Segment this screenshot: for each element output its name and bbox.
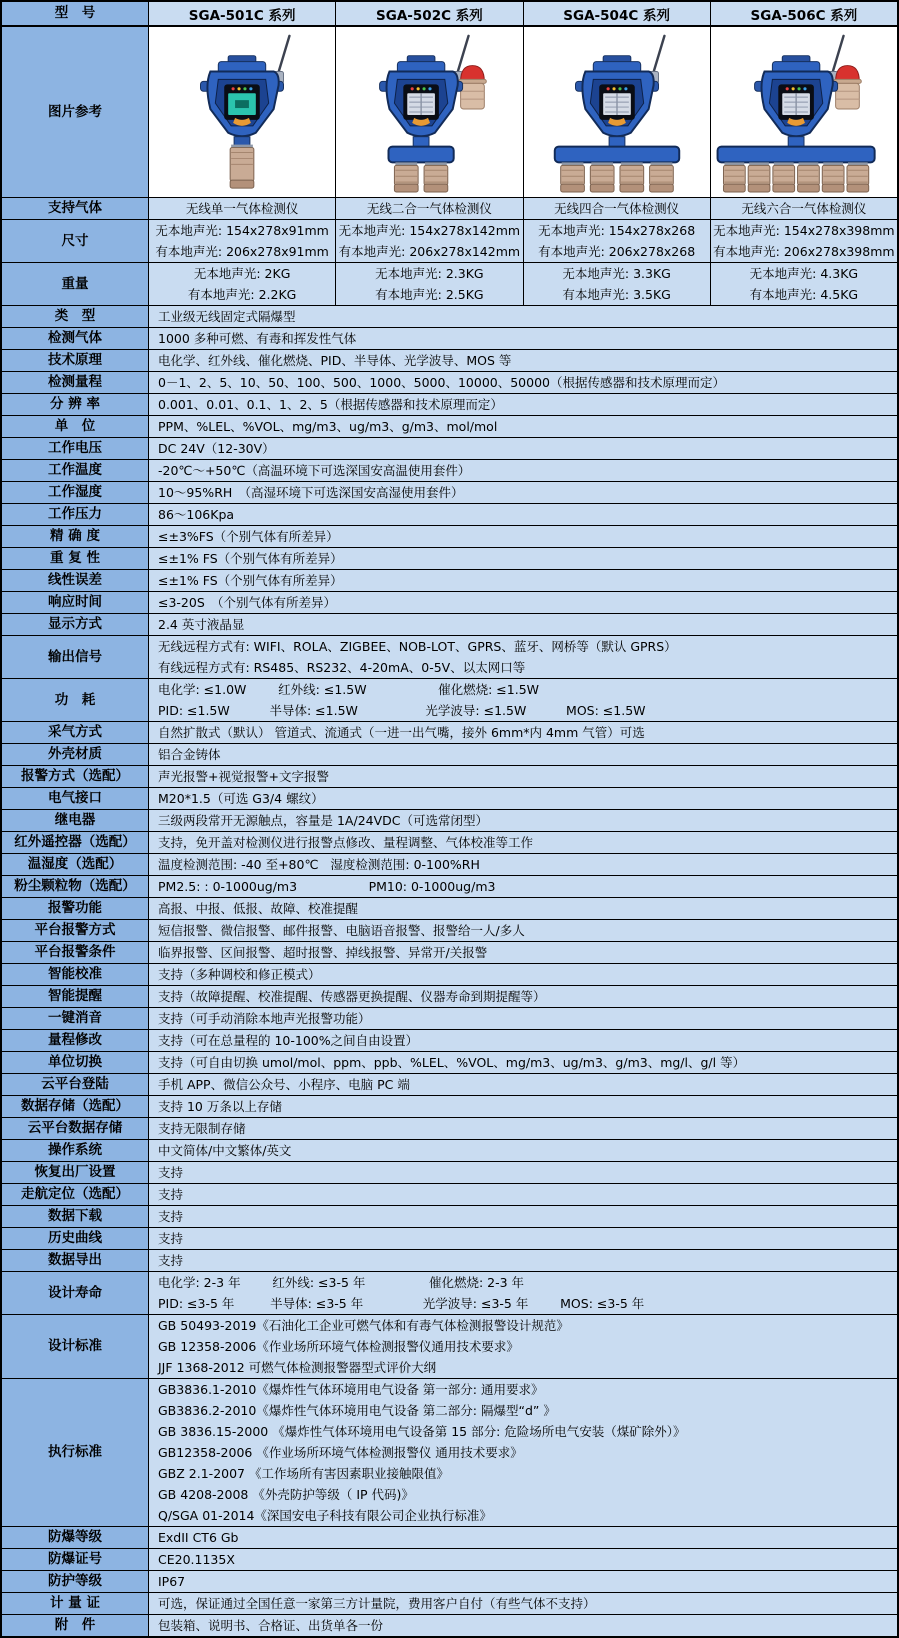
spec-row [2,570,897,592]
spec-row-value [149,504,897,525]
sga-506c-detector-image [711,30,897,194]
weight-row [2,263,897,306]
product-image-cell-1 [336,27,523,197]
spec-row-value-line: 有线远程方式有: RS485、RS232、4-20mA、0-5V、以太网口等 [158,660,526,675]
spec-row [2,986,897,1008]
spec-row-label: 智能提醒 [2,986,149,1007]
spec-row-label: 检测量程 [2,372,149,393]
supported-gas-value: 无线四合一气体检测仪 [554,201,680,216]
size-value: 无本地声光: 154x278x268 [538,223,696,238]
spec-row-value [149,1118,897,1139]
spec-row-value-line: ≤3-20S （个别气体有所差异） [158,595,337,610]
spec-row [2,1096,897,1118]
size-value: 无本地声光: 154x278x398mm [713,223,895,238]
spec-row-value [149,722,897,743]
spec-row-value-line: 短信报警、微信报警、邮件报警、电脑语音报警、报警给一人/多人 [158,923,525,938]
spec-row-label: 云平台数据存储 [2,1118,149,1139]
spec-row-value [149,766,897,787]
spec-row-value-line: GB3836.2-2010《爆炸性气体环境用电气设备 第二部分: 隔爆型“d” 》 [158,1403,556,1418]
spec-row [2,722,897,744]
spec-row-label: 量程修改 [2,1030,149,1051]
spec-row-value [149,306,897,327]
spec-row-value [149,1140,897,1161]
spec-row [2,1162,897,1184]
spec-row [2,1250,897,1272]
spec-row [2,964,897,986]
spec-row-label: 工作压力 [2,504,149,525]
spec-row-value [149,1206,897,1227]
spec-row-value [149,788,897,809]
size-value: 有本地声光: 206x278x91mm [155,244,329,259]
spec-row-value-line: 三级两段常开无源触点，容量是 1A/24VDC（可选常闭型） [158,813,488,828]
spec-row [2,636,897,679]
spec-row [2,766,897,788]
spec-row-value-line: 支持（多种调校和修正模式） [158,967,321,982]
size-value: 无本地声光: 154x278x91mm [155,223,329,238]
spec-row [2,592,897,614]
spec-row-label: 工作温度 [2,460,149,481]
spec-row-value [149,876,897,897]
spec-row-value-line: 0.001、0.01、0.1、1、2、5（根据传感器和技术原理而定） [158,397,503,412]
spec-row [2,394,897,416]
spec-row-value-line: PPM、%LEL、%VOL、mg/m3、ug/m3、g/m3、mol/mol [158,419,498,434]
sga-502c-detector-image [336,30,522,194]
spec-row-value-line: 可选，保证通过全国任意一家第三方计量院，费用客户自付（有些气体不支持） [158,1596,596,1611]
spec-row-label: 电气接口 [2,788,149,809]
model-header-row [2,2,897,27]
spec-row [2,1052,897,1074]
spec-row-value-line: 支持（可自由切换 umol/mol、ppm、ppb、%LEL、%VOL、mg/m3、ug/m3、g/m3、mg/l、g/l 等） [158,1055,746,1070]
spec-row-value [149,1008,897,1029]
spec-row-value-line: GBZ 2.1-2007 《工作场所有害因素职业接触限值》 [158,1466,449,1481]
spec-row-value [149,372,897,393]
model-header-sga-501c: SGA-501C 系列 [149,2,336,25]
supported-gas-value: 无线六合一气体检测仪 [741,201,867,216]
spec-row [2,1549,897,1571]
spec-row-value-line: 铝合金铸体 [158,747,221,762]
spec-row-label: 线性误差 [2,570,149,591]
spec-row-value-line: ExdII CT6 Gb [158,1530,239,1545]
spec-row-value [149,548,897,569]
spec-row-value [149,942,897,963]
spec-row [2,1527,897,1549]
spec-row-label: 附 件 [2,1615,149,1636]
spec-row-value-line: 电化学、红外线、催化燃烧、PID、半导体、光学波导、MOS 等 [158,353,512,368]
spec-row-value-line: GB 3836.15-2000 《爆炸性气体环境用电气设备第 15 部分: 危险场所电气安装（煤矿除外）》 [158,1424,686,1439]
supported-gas-row [2,198,897,220]
spec-row [2,1228,897,1250]
spec-row-value [149,1250,897,1271]
spec-row-label: 设计标准 [2,1315,149,1378]
weight-value: 有本地声光: 4.5KG [749,287,859,302]
spec-row-label: 重 复 性 [2,548,149,569]
spec-row-value [149,964,897,985]
product-image-row [2,27,897,198]
spec-row-value-line: PID: ≤1.5W 半导体: ≤1.5W 光学波导: ≤1.5W MOS: ≤1.5W [158,703,646,718]
spec-row-value-line: 支持（可在总量程的 10-100%之间自由设置） [158,1033,419,1048]
spec-row [2,548,897,570]
spec-row-value [149,1184,897,1205]
spec-row-label: 一键消音 [2,1008,149,1029]
spec-row-value [149,832,897,853]
supported-gas-value: 无线单一气体检测仪 [185,201,299,216]
spec-row [2,920,897,942]
weight-value: 有本地声光: 2.2KG [187,287,297,302]
product-image-cell-2 [524,27,711,197]
spec-row-value-line: 支持（可手动消除本地声光报警功能） [158,1011,371,1026]
spec-row [2,1118,897,1140]
spec-row-value [149,328,897,349]
spec-row-label: 单位切换 [2,1052,149,1073]
spec-row-value-line: 2.4 英寸液晶显 [158,617,245,632]
spec-row-value [149,1615,897,1636]
spec-row-label: 防爆证号 [2,1549,149,1570]
spec-row-value-line: GB 50493-2019《石油化工企业可燃气体和有毒气体检测报警设计规范》 [158,1318,569,1333]
spec-row-value-line: Q/SGA 01-2014《深国安电子科技有限公司企业执行标准》 [158,1508,492,1523]
spec-row-value-line: 电化学: 2-3 年 红外线: ≤3-5 年 催化燃烧: 2-3 年 [158,1275,525,1290]
spec-row-value-line: GB 4208-2008 《外壳防护等级（ IP 代码)》 [158,1487,414,1502]
spec-row [2,810,897,832]
size-value: 无本地声光: 154x278x142mm [338,223,521,238]
spec-row-value [149,592,897,613]
spec-row [2,350,897,372]
model-header-sga-506c: SGA-506C 系列 [711,2,897,25]
spec-row-label: 智能校准 [2,964,149,985]
spec-row-label: 平台报警条件 [2,942,149,963]
spec-row [2,1184,897,1206]
spec-row-value [149,1052,897,1073]
spec-row [2,1008,897,1030]
spec-row-label: 平台报警方式 [2,920,149,941]
spec-row-value-line: IP67 [158,1574,186,1589]
spec-row-label: 数据下载 [2,1206,149,1227]
size-value: 有本地声光: 206x278x398mm [713,244,895,259]
spec-row [2,679,897,722]
spec-row-value-line: 支持 [158,1209,184,1224]
spec-row [2,788,897,810]
spec-row-value-line: 支持 [158,1231,184,1246]
spec-row-value-line: GB 12358-2006《作业场所环境气体检测报警仪通用技术要求》 [158,1339,519,1354]
spec-row-value [149,898,897,919]
spec-row-value [149,1096,897,1117]
spec-row [2,614,897,636]
weight-value: 有本地声光: 2.5KG [375,287,484,302]
spec-row-label: 数据导出 [2,1250,149,1271]
spec-row-value-line: 包装箱、说明书、合格证、出货单各一份 [158,1618,384,1633]
spec-row [2,898,897,920]
spec-row-value-line: 支持 [158,1165,184,1180]
spec-row-value-line: 自然扩散式（默认） 管道式、流通式（一进一出气嘴，接外 6mm*内 4mm 气管）可选 [158,725,645,740]
spec-row-value-line: -20℃～+50℃（高温环境下可选深国安高温使用套件） [158,463,471,478]
spec-row [2,1571,897,1593]
spec-row-value-line: DC 24V（12-30V） [158,441,275,456]
spec-row-value [149,1272,897,1314]
model-header-label: 型 号 [2,2,149,25]
spec-row-label: 粉尘颗粒物（选配） [2,876,149,897]
sga-504c-detector-image [524,30,710,194]
spec-row-value-line: 高报、中报、低报、故障、校准提醒 [158,901,359,916]
spec-row [2,1206,897,1228]
spec-row-value [149,1228,897,1249]
spec-row-label: 设计寿命 [2,1272,149,1314]
spec-row-value-line: CE20.1135X [158,1552,235,1567]
spec-row-value [149,614,897,635]
spec-row-value [149,460,897,481]
spec-row-value-line: 温度检测范围: -40 至+80℃ 湿度检测范围: 0-100%RH [158,857,480,872]
model-header-sga-502c: SGA-502C 系列 [336,2,523,25]
spec-row-value-line: ≤±1% FS（个别气体有所差异） [158,551,343,566]
spec-row-label: 数据存储（选配） [2,1096,149,1117]
spec-row [2,526,897,548]
spec-row-label: 执行标准 [2,1379,149,1526]
weight-value: 无本地声光: 4.3KG [749,266,859,281]
spec-row-label: 响应时间 [2,592,149,613]
spec-row-label: 采气方式 [2,722,149,743]
spec-row-value [149,1030,897,1051]
spec-row [2,1030,897,1052]
spec-row-value [149,1315,897,1378]
spec-row-value [149,1379,897,1526]
model-header-sga-504c: SGA-504C 系列 [524,2,711,25]
product-image-cell-0 [149,27,336,197]
spec-row-label: 红外遥控器（选配） [2,832,149,853]
spec-row [2,504,897,526]
spec-row-value [149,438,897,459]
spec-row-value-line: 临界报警、区间报警、超时报警、掉线报警、异常开/关报警 [158,945,488,960]
spec-row-label: 单 位 [2,416,149,437]
weight-value: 无本地声光: 2KG [193,266,291,281]
spec-row-value-line: 支持无限制存储 [158,1121,246,1136]
spec-row-value-line: 中文简体/中文繁体/英文 [158,1143,292,1158]
spec-row-value [149,526,897,547]
spec-row-label: 防爆等级 [2,1527,149,1548]
sga-501c-detector-image [149,30,335,194]
spec-row-label: 功 耗 [2,679,149,721]
spec-row-label: 报警方式（选配） [2,766,149,787]
spec-row-value [149,1571,897,1592]
spec-row-label: 技术原理 [2,350,149,371]
spec-row-value-line: PM2.5: : 0-1000ug/m3 PM10: 0-1000ug/m3 [158,879,496,894]
spec-row-label: 工作湿度 [2,482,149,503]
spec-row [2,1615,897,1636]
spec-row-value-line: 0－1、2、5、10、50、100、500、1000、5000、10000、50000（根据传感器和技术原理而定） [158,375,725,390]
spec-row-label: 历史曲线 [2,1228,149,1249]
spec-row-label: 操作系统 [2,1140,149,1161]
spec-row-value-line: 1000 多种可燃、有毒和挥发性气体 [158,331,357,346]
spec-row-label: 外壳材质 [2,744,149,765]
size-value: 有本地声光: 206x278x142mm [338,244,521,259]
spec-row-label: 继电器 [2,810,149,831]
spec-row-value [149,416,897,437]
weight-label: 重量 [2,263,149,305]
size-label: 尺寸 [2,220,149,262]
spec-row [2,942,897,964]
size-value: 有本地声光: 206x278x268 [538,244,696,259]
spec-row-value [149,986,897,1007]
spec-row-label: 恢复出厂设置 [2,1162,149,1183]
spec-row-value-line: 86～106Kpa [158,507,235,522]
spec-row-value-line: 无线远程方式有: WIFI、ROLA、ZIGBEE、NOB-LOT、GPRS、蓝牙、网桥等（默认 GPRS） [158,639,677,654]
spec-row-label: 精 确 度 [2,526,149,547]
spec-row-value-line: GB12358-2006 《作业场所环境气体检测报警仪 通用技术要求》 [158,1445,523,1460]
spec-row-value-line: 电化学: ≤1.0W 红外线: ≤1.5W 催化燃烧: ≤1.5W [158,682,540,697]
spec-row-label: 防护等级 [2,1571,149,1592]
spec-row [2,482,897,504]
spec-row [2,460,897,482]
spec-row-value [149,636,897,678]
spec-row-label: 分 辨 率 [2,394,149,415]
image-row-label: 图片参考 [2,27,149,197]
spec-row [2,328,897,350]
spec-row-label: 计 量 证 [2,1593,149,1614]
spec-row-value [149,679,897,721]
spec-row [2,1593,897,1615]
spec-row [2,306,897,328]
spec-row-value [149,854,897,875]
spec-row [2,438,897,460]
spec-row [2,832,897,854]
spec-row-value-line: 10～95%RH （高湿环境下可选深国安高湿使用套件） [158,485,464,500]
spec-row-value-line: ≤±3%FS（个别气体有所差异） [158,529,339,544]
spec-row-label: 温湿度（选配） [2,854,149,875]
spec-row-value-line: 支持 10 万条以上存储 [158,1099,282,1114]
spec-row-value [149,1549,897,1570]
spec-row-value [149,1074,897,1095]
spec-row-value-line: 声光报警+视觉报警+文字报警 [158,769,329,784]
spec-row-value [149,1527,897,1548]
spec-row [2,876,897,898]
spec-row-value [149,482,897,503]
weight-value: 有本地声光: 3.5KG [562,287,671,302]
spec-row-value [149,810,897,831]
spec-row-value [149,1162,897,1183]
spec-row [2,416,897,438]
weight-value: 无本地声光: 3.3KG [562,266,671,281]
spec-row [2,1074,897,1096]
spec-row-value [149,394,897,415]
spec-row-label: 检测气体 [2,328,149,349]
spec-row-value-line: 支持，免开盖对检测仪进行报警点修改、量程调整、气体校准等工作 [158,835,534,850]
spec-row-value-line: 手机 APP、微信公众号、小程序、电脑 PC 端 [158,1077,410,1092]
spec-row [2,1315,897,1379]
spec-row [2,1140,897,1162]
spec-row-label: 类 型 [2,306,149,327]
spec-row [2,372,897,394]
spec-row-label: 云平台登陆 [2,1074,149,1095]
spec-row [2,744,897,766]
spec-row-label: 工作电压 [2,438,149,459]
spec-row [2,1379,897,1527]
spec-row [2,1272,897,1315]
spec-row-value-line: 支持 [158,1253,184,1268]
spec-row-value-line: PID: ≤3-5 年 半导体: ≤3-5 年 光学波导: ≤3-5 年 MOS: ≤3-5 年 [158,1296,645,1311]
supported-gas-value: 无线二合一气体检测仪 [366,201,492,216]
spec-rows-container [2,306,897,1636]
spec-row-label: 走航定位（选配） [2,1184,149,1205]
spec-row-value [149,350,897,371]
spec-row [2,854,897,876]
spec-row-value-line: 工业级无线固定式隔爆型 [158,309,296,324]
spec-row-label: 报警功能 [2,898,149,919]
supported-gas-label: 支持气体 [2,198,149,219]
weight-value: 无本地声光: 2.3KG [375,266,484,281]
spec-row-value-line: 支持（故障提醒、校准提醒、传感器更换提醒、仪器寿命到期提醒等） [158,989,546,1004]
size-row [2,220,897,263]
spec-row-value-line: M20*1.5（可选 G3/4 螺纹） [158,791,324,806]
spec-row-value-line: 支持 [158,1187,184,1202]
spec-row-value [149,920,897,941]
spec-row-label: 显示方式 [2,614,149,635]
spec-row-value [149,744,897,765]
product-image-cell-3 [711,27,897,197]
spec-row-value-line: JJF 1368-2012 可燃气体检测报警器型式评价大纲 [158,1360,437,1375]
spec-row-value-line: ≤±1% FS（个别气体有所差异） [158,573,343,588]
spec-row-value-line: GB3836.1-2010《爆炸性气体环境用电气设备 第一部分: 通用要求》 [158,1382,544,1397]
spec-row-value [149,570,897,591]
spec-row-label: 输出信号 [2,636,149,678]
